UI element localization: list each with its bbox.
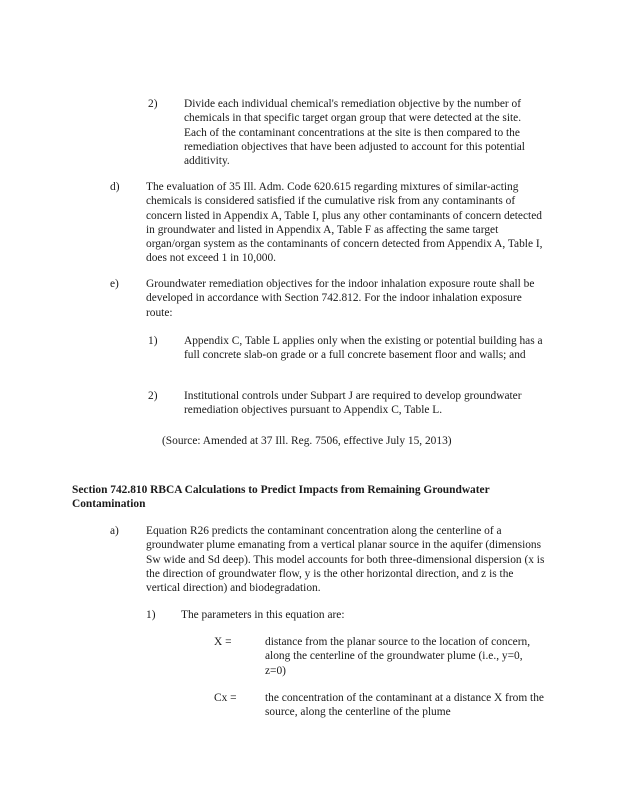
item-e-2-paragraph: Institutional controls under Subpart J are required to develop groundwater remediation objectives pursuant to Appendix C, Table L. <box>184 390 522 417</box>
section-heading: Section 742.810 RBCA Calculations to Predict Impacts from Remaining Groundwater Contamination <box>72 484 490 511</box>
item-label-a: a) <box>110 525 119 537</box>
item-label-d: d) <box>110 181 120 193</box>
item-a-paragraph: Equation R26 predicts the contaminant concentration along the centerline of a groundwater plume emanating from a vertical planar source in the aquifer (dimensions Sw wide and Sd deep). This model accounts for both three-dimensional dispersion (x is the direction of groundwater flow, y is the other horizontal direction, and z is the vertical direction) and biodegradation. <box>146 525 545 595</box>
item-e-1-paragraph: Appendix C, Table L applies only when the existing or potential building has a full concrete slab-on grade or a full concrete basement floor and walls; and <box>184 335 543 362</box>
param-term: Cx = <box>214 692 237 704</box>
item-2-paragraph: Divide each individual chemical's remediation objective by the number of chemicals in that specific target organ group that were detected at the site. Each of the contaminant concentrations at the site is then compared to the remediation objectives that have been adjusted to account for this potential additivity. <box>184 98 525 168</box>
item-label-e-1: 1) <box>148 335 158 347</box>
item-label-a-1: 1) <box>146 609 156 621</box>
item-a-1-paragraph: The parameters in this equation are: <box>181 609 345 621</box>
param-definition: distance from the planar source to the location of concern, along the centerline of the groundwater plume (i.e., y=0, z=0) <box>265 636 531 677</box>
item-label-e: e) <box>110 278 119 290</box>
item-label-2: 2) <box>148 98 158 110</box>
item-e-paragraph: Groundwater remediation objectives for the indoor inhalation exposure route shall be developed in accordance with Section 742.812. For the indoor inhalation exposure route: <box>146 278 535 319</box>
param-definition: the concentration of the contaminant at a distance X from the source, along the centerline of the plume <box>265 692 544 719</box>
param-term: X = <box>214 636 232 648</box>
source-note: (Source: Amended at 37 Ill. Reg. 7506, effective July 15, 2013) <box>162 435 452 447</box>
item-label-e-2: 2) <box>148 390 158 402</box>
item-d-paragraph: The evaluation of 35 Ill. Adm. Code 620.615 regarding mixtures of similar-acting chemicals is considered satisfied if the cumulative risk from any contaminants of concern listed in Appendix A, Table I, plus any other contaminants of concern detected in groundwater and listed in Appendix A, Table F as affecting the same target organ/organ system as the contaminants of concern detected from Appendix A, Table I, does not exceed 1 in 10,000. <box>146 181 543 265</box>
